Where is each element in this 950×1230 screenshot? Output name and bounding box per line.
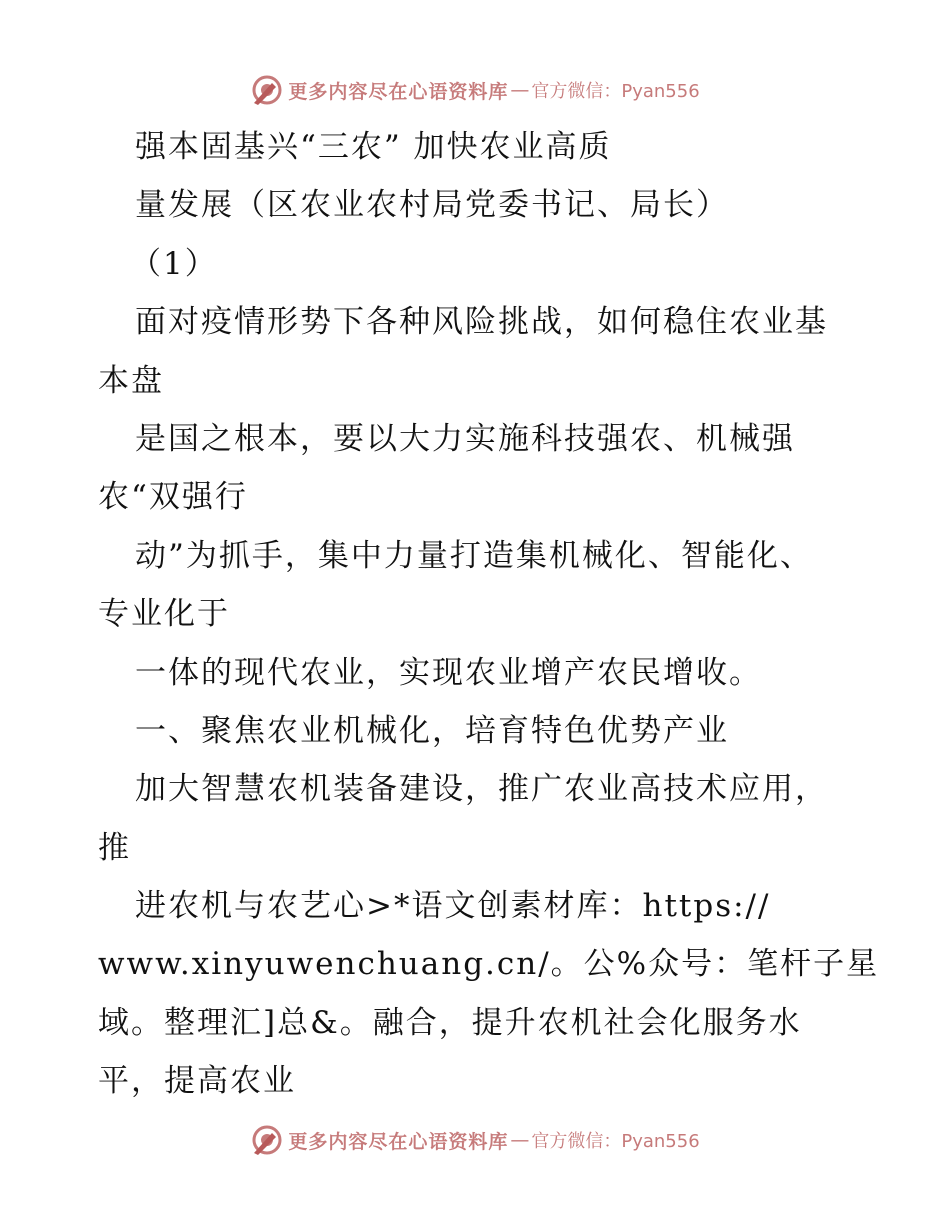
doc-line: 量发展（区农业农村局党委书记、局长）	[135, 187, 729, 224]
watermark-title: 更多内容尽在心语资料库	[288, 1130, 509, 1153]
doc-line: 一体的现代农业，实现农业增产农民增收。	[135, 654, 762, 691]
header-watermark	[0, 70, 950, 110]
watermark-dash: —	[510, 1129, 530, 1151]
watermark-title: 更多内容尽在心语资料库	[288, 80, 509, 103]
footer-watermark	[0, 1120, 950, 1160]
doc-line: 强本固基兴“三农” 加快农业高质	[135, 129, 612, 165]
doc-line: 平，提高农业	[98, 1063, 296, 1100]
doc-line: 进农机与农艺心>*语文创素材库：https://	[135, 888, 771, 925]
doc-line: 是国之根本，要以大力实施科技强农、机械强	[135, 420, 795, 457]
pen-logo-icon	[250, 73, 284, 107]
pen-logo-icon	[250, 1123, 284, 1157]
document-body	[0, 118, 950, 1111]
doc-line: 面对疫情形势下各种风险挑战，如何稳住农业基	[135, 304, 828, 341]
doc-line: 本盘	[98, 362, 164, 399]
doc-line: 专业化于	[98, 596, 230, 633]
doc-line: 农“双强行	[98, 479, 248, 516]
doc-line: 一、聚焦农业机械化，培育特色优势产业	[135, 712, 729, 749]
doc-line: 推	[98, 829, 131, 866]
doc-line: 动”为抓手，集中力量打造集机械化、智能化、	[135, 537, 813, 574]
watermark-dash: —	[510, 79, 530, 101]
watermark-wechat: 官方微信：Pyan556	[531, 81, 700, 102]
watermark-wechat: 官方微信：Pyan556	[531, 1131, 700, 1152]
doc-line: 域。整理汇]总&。融合，提升农机社会化服务水	[98, 1004, 802, 1041]
doc-line: 加大智慧农机装备建设，推广农业高技术应用，	[135, 771, 828, 808]
doc-line: www.xinyuwenchuang.cn/。公%众号：笔杆子星	[98, 946, 880, 983]
doc-line: （1）	[130, 245, 218, 282]
